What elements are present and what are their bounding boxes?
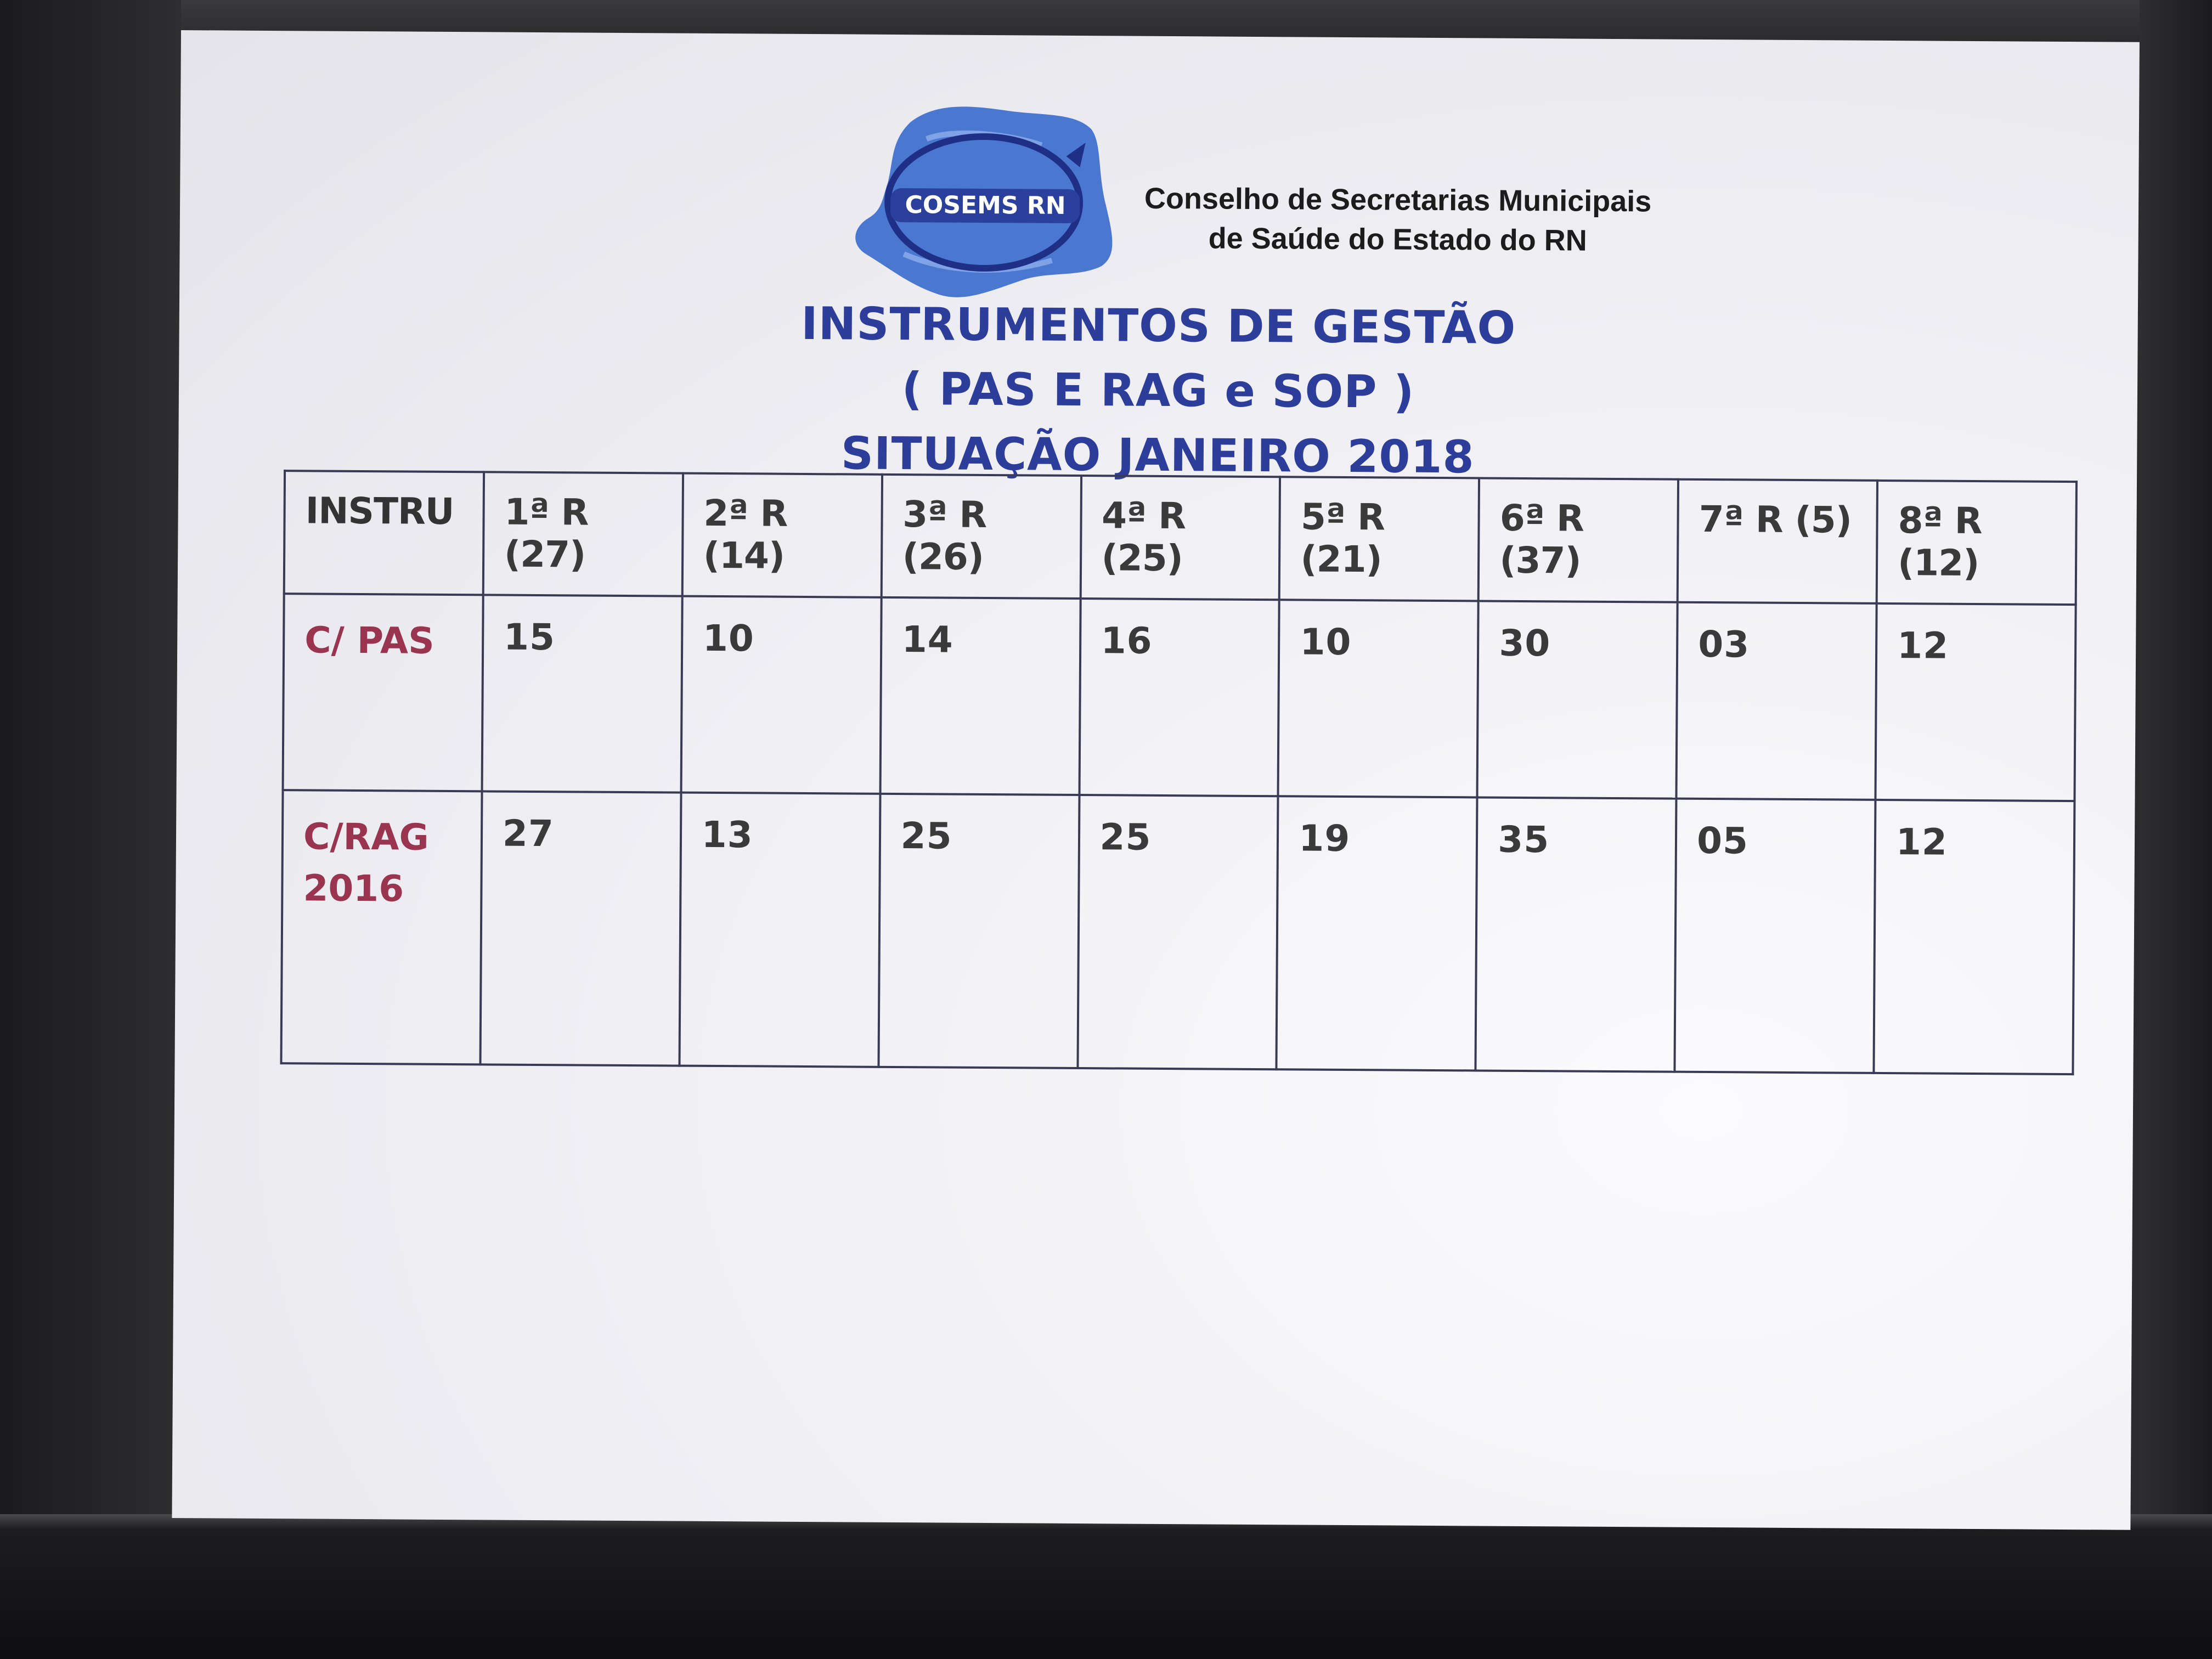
table-cell: 16	[1079, 599, 1279, 796]
cosems-logo	[843, 89, 1821, 325]
presentation-slide	[172, 30, 2140, 1530]
row-label-pas	[283, 594, 483, 791]
logo-caption-line2: de Saúde do Estado do RN	[1208, 222, 1587, 257]
header-cell: 5ª R (21)	[1279, 477, 1479, 601]
table-cell: 12	[1875, 603, 2075, 801]
table-cell: 27	[480, 791, 681, 1065]
table-cell: 10	[681, 596, 881, 794]
table-cell: 05	[1675, 799, 1876, 1073]
logo-caption	[1124, 179, 1673, 261]
header-cell-instru: INSTRU	[284, 471, 484, 595]
table-cell: 12	[1874, 800, 2074, 1074]
header-cell: 6ª R (37)	[1479, 478, 1678, 602]
header-cell: 4ª R (25)	[1080, 476, 1280, 600]
monitor-bezel-left	[0, 0, 181, 1659]
logo-emblem-text: COSEMS RN	[905, 191, 1066, 220]
title-line1: INSTRUMENTOS DE GESTÃO	[800, 297, 1516, 354]
slide-title	[178, 288, 2138, 494]
table-cell: 30	[1477, 601, 1678, 798]
table-cell: 25	[1077, 795, 1278, 1069]
title-line2: ( PAS E RAG e SOP )	[901, 363, 1415, 419]
row-label-line2: 2016	[303, 867, 404, 910]
logo-caption-line1: Conselho de Secretarias Municipais	[1144, 182, 1652, 218]
row-label-line1: C/ PAS	[304, 619, 435, 662]
monitor-bezel-right	[2140, 0, 2212, 1659]
table-cell: 15	[482, 595, 682, 792]
table-cell: 10	[1278, 600, 1479, 797]
rn-map-logo-icon	[843, 89, 1130, 310]
table-header-row	[284, 471, 2076, 605]
management-instruments-table	[280, 470, 2078, 1075]
table-row-rag	[281, 790, 2074, 1074]
row-label-line1: C/RAG	[303, 815, 429, 859]
table-cell: 25	[878, 794, 1079, 1068]
table-cell: 35	[1476, 797, 1677, 1071]
header-cell: 3ª R (26)	[881, 475, 1081, 599]
row-label-rag	[281, 790, 482, 1064]
table-cell: 13	[679, 793, 880, 1067]
table-cell: 14	[880, 597, 1080, 795]
header-cell: 1ª R (27)	[483, 472, 683, 596]
table-cell: 03	[1677, 602, 1877, 800]
table-row-pas	[283, 594, 2076, 801]
header-cell: 8ª R (12)	[1877, 481, 2076, 605]
title-line3: SITUAÇÃO JANEIRO 2018	[840, 427, 1475, 484]
header-cell: 2ª R (14)	[682, 473, 882, 597]
monitor-bezel-bottom	[0, 1514, 2212, 1659]
header-cell: 7ª R (5)	[1678, 479, 1877, 603]
table-cell: 19	[1277, 796, 1477, 1070]
